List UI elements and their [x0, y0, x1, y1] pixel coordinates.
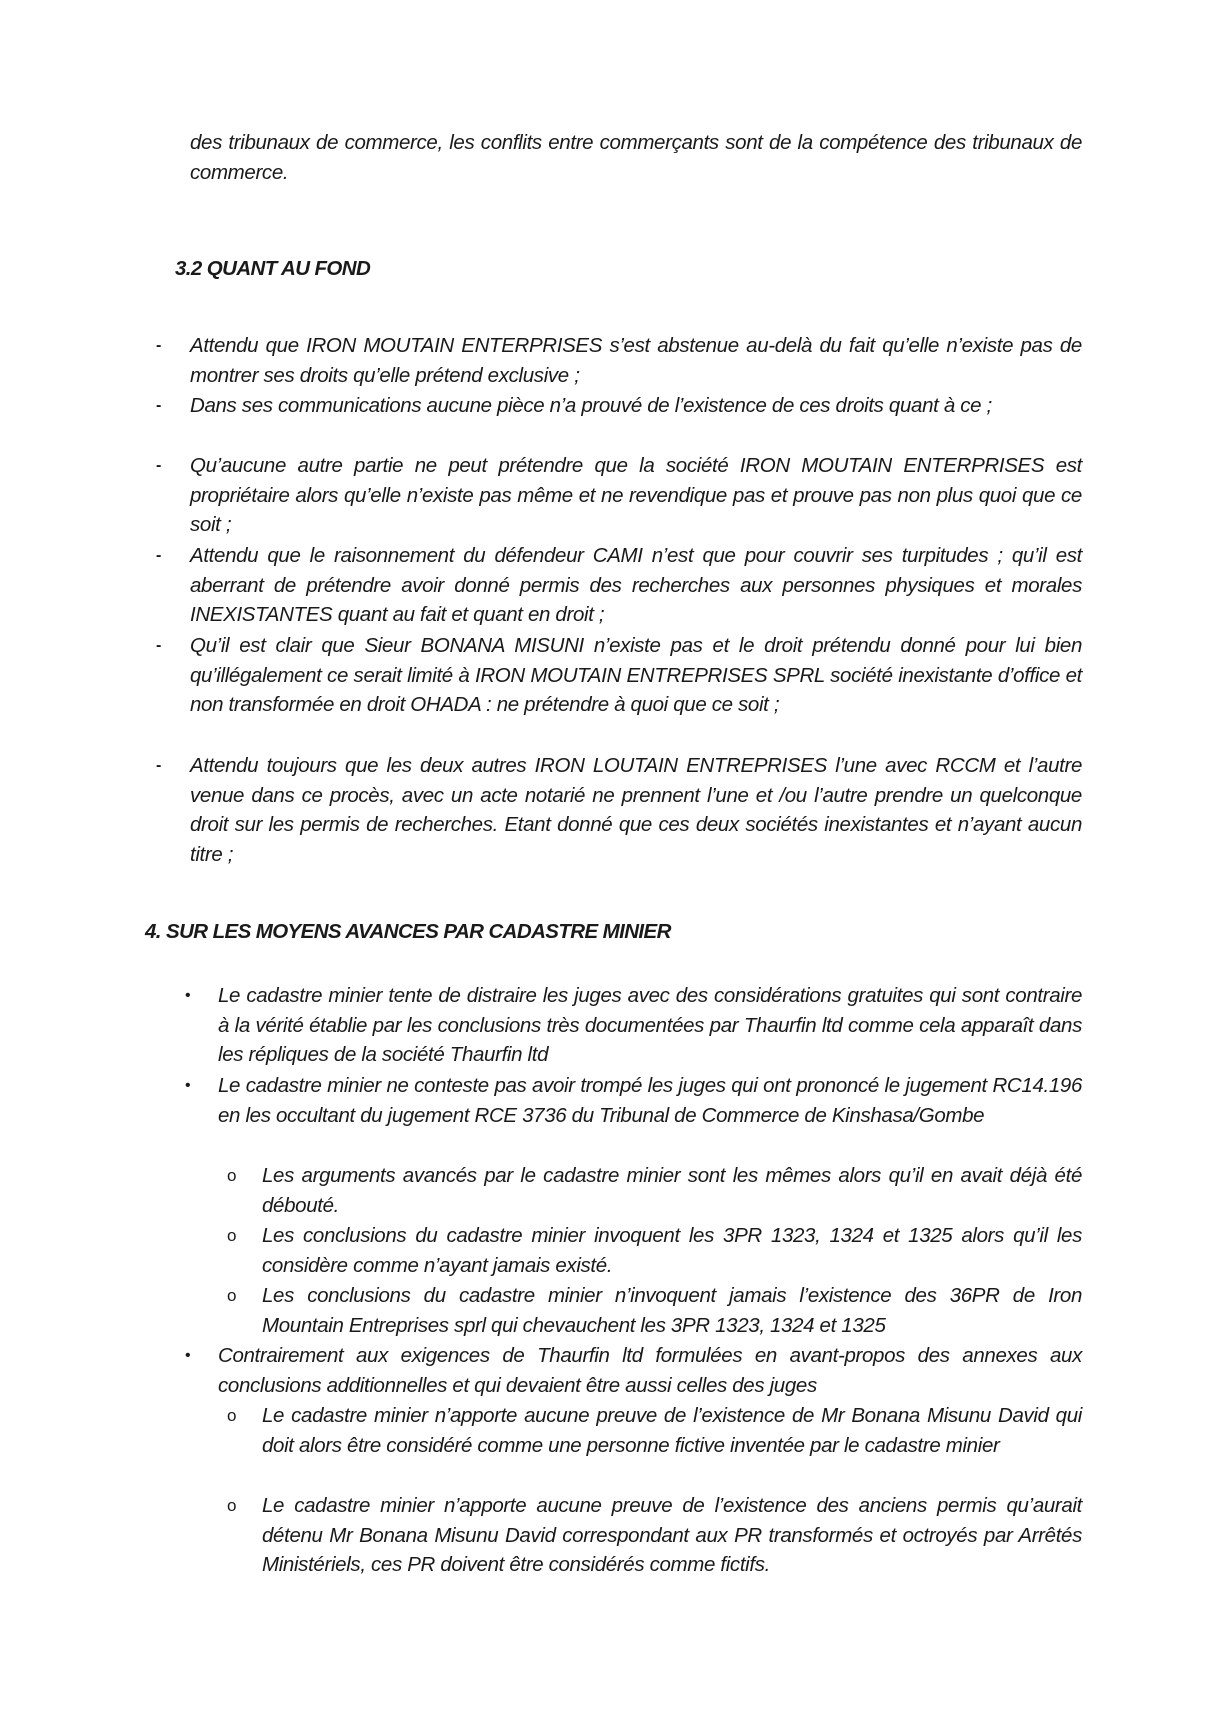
dash-bullet-icon: -: [156, 547, 161, 564]
list-item: [156, 391, 1082, 421]
sub-list-item: [227, 1281, 1082, 1340]
list-item-text: Attendu que IRON MOUTAIN ENTERPRISES s’est abstenue au-delà du fait qu’elle n’existe pas de montrer ses droits qu’elle prétend exclusive ;: [190, 334, 1082, 387]
list-item-text: Attendu que le raisonnement du défendeur CAMI n’est que pour couvrir ses turpitudes ; qu’il est aberrant de prétendre avoir donné permis des recherches aux personnes physiques et morales INEXISTANTES quant au fait et quant en droit ;: [190, 544, 1082, 626]
list-item: [185, 1341, 1082, 1400]
dash-bullet-icon: -: [156, 637, 161, 654]
section-4-heading: 4. SUR LES MOYENS AVANCES PAR CADASTRE MINIER: [145, 920, 671, 943]
list-item-text: Dans ses communications aucune pièce n’a prouvé de l’existence de ces droits quant à ce ;: [190, 394, 992, 417]
bullet-icon: •: [185, 1347, 191, 1364]
list-item: [156, 541, 1082, 630]
sub-list-item-text: Les conclusions du cadastre minier invoquent les 3PR 1323, 1324 et 1325 alors qu’il les considère comme n’ayant jamais existé.: [262, 1224, 1082, 1277]
list-item: [156, 751, 1082, 869]
dash-bullet-icon: -: [156, 337, 161, 354]
sub-list-item: [227, 1491, 1082, 1580]
list-item: [185, 1071, 1082, 1130]
sub-list-item: [227, 1221, 1082, 1280]
circle-bullet-icon: o: [227, 1496, 237, 1515]
list-item-text: Contrairement aux exigences de Thaurfin ltd formulées en avant-propos des annexes aux conclusions additionnelles et qui devaient être aussi celles des juges: [218, 1344, 1082, 1397]
circle-bullet-icon: o: [227, 1226, 237, 1245]
intro-paragraph: des tribunaux de commerce, les conflits entre commerçants sont de la compétence des tribunaux de commerce.: [190, 131, 1082, 184]
dash-bullet-icon: -: [156, 457, 161, 474]
section-3-2-heading: 3.2 QUANT AU FOND: [175, 257, 371, 280]
bullet-icon: •: [185, 1077, 191, 1094]
sub-list-item-text: Les conclusions du cadastre minier n’invoquent jamais l’existence des 36PR de Iron Mountain Entreprises sprl qui chevauchent les 3PR 1323, 1324 et 1325: [262, 1284, 1082, 1337]
circle-bullet-icon: o: [227, 1406, 237, 1425]
dash-bullet-icon: -: [156, 757, 161, 774]
list-item-text: Le cadastre minier tente de distraire les juges avec des considérations gratuites qui sont contraire à la vérité établie par les conclusions très documentées par Thaurfin ltd comme cela apparaît dans les répliques de la société Thaurfin ltd: [218, 984, 1082, 1066]
sub-list-item-text: Le cadastre minier n’apporte aucune preuve de l’existence des anciens permis qu’aurait détenu Mr Bonana Misunu David correspondant aux PR transformés et octroyés par Arrêtés Ministériels, ces PR doivent être considérés comme fictifs.: [262, 1494, 1082, 1576]
list-item: [156, 631, 1082, 720]
sub-list-item: [227, 1161, 1082, 1220]
list-item-text: Qu’aucune autre partie ne peut prétendre que la société IRON MOUTAIN ENTERPRISES est propriétaire alors qu’elle n’existe pas même et ne revendique pas et prouve pas non plus quoi que ce soit ;: [190, 454, 1082, 536]
sub-list-item-text: Le cadastre minier n’apporte aucune preuve de l’existence de Mr Bonana Misunu David qui doit alors être considéré comme une personne fictive inventée par le cadastre minier: [262, 1404, 1082, 1457]
list-item-text: Qu’il est clair que Sieur BONANA MISUNI n’existe pas et le droit prétendu donné pour lui bien qu’illégalement ce serait limité à IRON MOUTAIN ENTREPRISES SPRL société inexistante d’office et non transformée en droit OHADA : ne prétendre à quoi que ce soit ;: [190, 634, 1082, 716]
dash-bullet-icon: -: [156, 397, 161, 414]
list-item-text: Attendu toujours que les deux autres IRON LOUTAIN ENTREPRISES l’une avec RCCM et l’autre venue dans ce procès, avec un acte notarié ne prennent l’une et /ou l’autre prendre un quelconque droit sur les permis de recherches. Etant donné que ces deux sociétés inexistantes et n’ayant aucun titre ;: [190, 754, 1082, 866]
sub-list-item-text: Les arguments avancés par le cadastre minier sont les mêmes alors qu’il en avait déjà été débouté.: [262, 1164, 1082, 1217]
list-item: [156, 451, 1082, 540]
list-item: [185, 981, 1082, 1070]
circle-bullet-icon: o: [227, 1166, 237, 1185]
circle-bullet-icon: o: [227, 1286, 237, 1305]
sub-list-item: [227, 1401, 1082, 1460]
bullet-icon: •: [185, 987, 191, 1004]
list-item: [156, 331, 1082, 390]
list-item-text: Le cadastre minier ne conteste pas avoir trompé les juges qui ont prononcé le jugement RC14.196 en les occultant du jugement RCE 3736 du Tribunal de Commerce de Kinshasa/Gombe: [218, 1074, 1082, 1127]
